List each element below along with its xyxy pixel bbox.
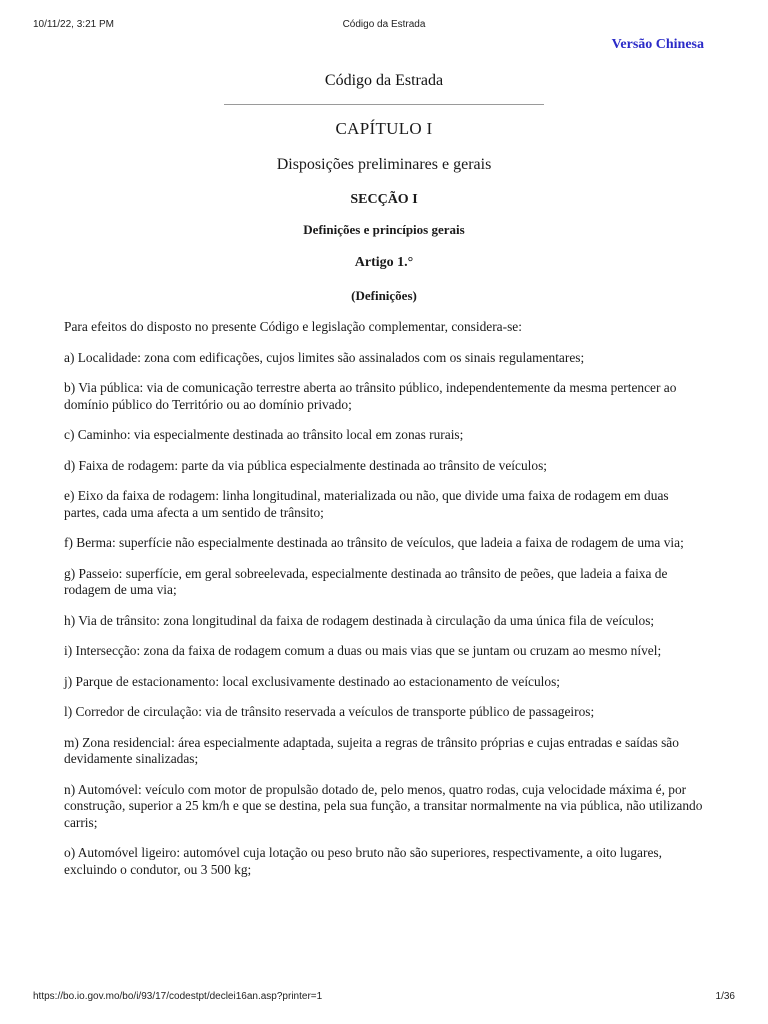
definition-m: m) Zona residencial: área especialmente adaptada, sujeita a regras de trânsito próprias e cujas entradas e saídas são devidamente sinalizadas; (64, 734, 679, 766)
section-title: Definições e princípios gerais (303, 222, 465, 237)
chapter-title: Disposições preliminares e gerais (276, 156, 492, 173)
document-body (64, 68, 704, 878)
document-title: Código da Estrada (324, 72, 444, 89)
definition-j: j) Parque de estacionamento: local exclusivamente destinado ao estacionamento de veículos; (64, 673, 561, 689)
article-title: (Definições) (351, 288, 417, 303)
definition-b: b) Via pública: via de comunicação terrestre aberta ao trânsito público, independentemente da mesma pertencer ao domínio público do Território ou ao domínio privado; (64, 380, 677, 412)
print-footer (33, 991, 735, 1005)
print-datetime: 10/11/22, 3:21 PM (33, 19, 114, 30)
definition-i: i) Intersecção: zona da faixa de rodagem comum a duas ou mais vias que se juntam ou cruzam ao mesmo nível; (64, 643, 662, 658)
definition-n: n) Automóvel: veículo com motor de propulsão dotado de, pelo menos, quatro rodas, cuja velocidade máxima é, por construção, superior a 25 km/h e que se destina, pela sua função, a transitar normalmente na via pública, não utilizando carris; (64, 781, 703, 830)
definition-o: o) Automóvel ligeiro: automóvel cuja lotação ou peso bruto não são superiores, respectivamente, a oito lugares, excluindo o condutor, ou 3 500 kg; (64, 845, 662, 877)
definition-c: c) Caminho: via especialmente destinada ao trânsito local em zonas rurais; (64, 427, 464, 442)
definition-l: l) Corredor de circulação: via de trânsito reservada a veículos de transporte público de passageiros; (64, 704, 595, 719)
section-heading: SECÇÃO I (350, 192, 418, 207)
definition-g: g) Passeio: superfície, em geral sobreelevada, especialmente destinada ao trânsito de peões, que ladeia a faixa de rodagem de uma via; (64, 565, 668, 597)
chapter-heading: CAPÍTULO I (335, 119, 433, 138)
chinese-version-link[interactable]: Versão Chinesa (611, 37, 704, 52)
definition-a: a) Localidade: zona com edificações, cujos limites são assinalados com os sinais regulamentares; (64, 349, 585, 365)
article-heading: Artigo 1.° (354, 255, 414, 270)
print-page-title: Código da Estrada (342, 19, 426, 30)
paragraph-intro: Para efeitos do disposto no presente Código e legislação complementar, considera-se: (64, 319, 522, 334)
print-header (33, 19, 735, 33)
definition-d: d) Faixa de rodagem: parte da via pública especialmente destinada ao trânsito de veículos; (64, 457, 547, 473)
definition-h: h) Via de trânsito: zona longitudinal da faixa de rodagem destinada à circulação da uma única fila de veículos; (64, 612, 655, 628)
print-url: https://bo.io.gov.mo/bo/i/93/17/codestpt/declei16an.asp?printer=1 (33, 991, 323, 1002)
title-divider (224, 104, 544, 105)
definition-f: f) Berma: superfície não especialmente destinada ao trânsito de veículos, que ladeia a faixa de rodagem de uma via; (64, 535, 684, 550)
definition-e: e) Eixo da faixa de rodagem: linha longitudinal, materializada ou não, que divide uma faixa de rodagem em duas partes, cada uma afecta a um sentido de trânsito; (64, 488, 669, 520)
print-page-number: 1/36 (715, 991, 735, 1002)
